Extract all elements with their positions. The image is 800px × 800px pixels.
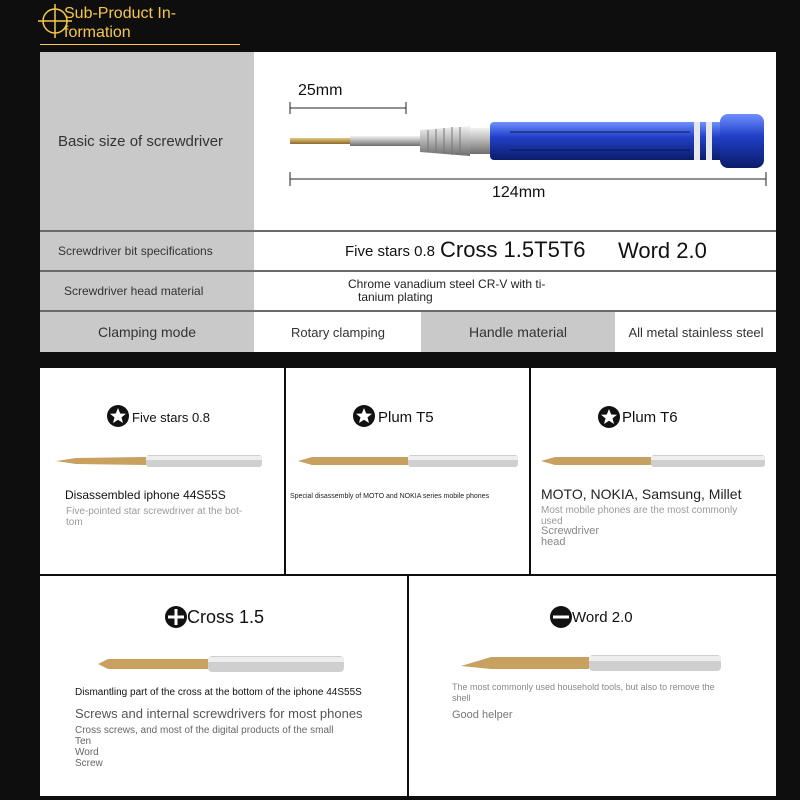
spec-table: [40, 52, 776, 352]
bit-note-line3: Screwdriver: [541, 525, 600, 537]
head-material-value-line1: Chrome vanadium steel CR-V with ti-: [348, 277, 546, 291]
head-material-label: Screwdriver head material: [40, 272, 254, 310]
dimension-total-label: 124mm: [492, 184, 546, 201]
handle-material-label: Handle material: [421, 312, 615, 352]
bit-title: Word 2.0: [572, 609, 633, 626]
bit-description-line2: shell: [452, 693, 471, 703]
bit-image: [461, 652, 725, 674]
bit-description: MOTO, NOKIA, Samsung, Millet: [541, 486, 742, 502]
bit-title: Plum T6: [622, 409, 678, 426]
bit-image: [298, 452, 522, 470]
head-material-value-line2: tanium plating: [358, 290, 433, 304]
slot-icon: [549, 605, 573, 629]
title-divider: [40, 44, 240, 45]
bit-note-extra: [541, 526, 599, 548]
bit-note-line1: Most mobile phones are the most commonly: [541, 505, 738, 516]
clamping-value: Rotary clamping: [291, 324, 385, 340]
bit-spec-value-2: Cross 1.5T5T6: [440, 237, 586, 262]
bit-note-line2: tom: [66, 517, 83, 528]
handle-material-value: All metal stainless steel: [628, 324, 764, 340]
bit-note: [75, 725, 333, 769]
plum-icon: [597, 405, 621, 429]
bit-title: Plum T5: [378, 409, 434, 426]
bit-card-word: [409, 576, 776, 796]
bit-card-plum-t6: [531, 368, 776, 574]
bit-image: [56, 452, 266, 470]
bit-description: Dismantling part of the cross at the bottom of the iphone 44S55S: [75, 687, 362, 698]
bit-note-line2: Ten: [75, 736, 92, 747]
bit-card-five-stars: [40, 368, 284, 574]
head-material-value: [348, 278, 545, 304]
bit-description-2: Good helper: [452, 709, 513, 721]
star-icon: [106, 404, 130, 428]
bit-title: Cross 1.5: [187, 607, 265, 627]
bit-title: Five stars 0.8: [132, 410, 211, 425]
section-title-line2: formation: [64, 24, 131, 41]
bit-description-line1: The most commonly used household tools, but also to remove the: [452, 682, 715, 692]
bit-spec-value-1: Five stars 0.8: [345, 243, 436, 260]
bit-image: [98, 653, 348, 675]
bit-note-line3: Word: [75, 747, 99, 758]
dimension-tip-label: 25mm: [298, 82, 343, 99]
bit-note: [541, 505, 737, 527]
bit-image: [541, 452, 769, 470]
bit-note-line4: Screw: [75, 758, 103, 769]
bit-card-cross: [40, 576, 407, 796]
section-title: [64, 4, 176, 42]
clamping-label: Clamping mode: [40, 312, 254, 352]
bit-card-plum-t5: [286, 368, 529, 574]
basic-size-label: Basic size of screwdriver: [40, 52, 254, 230]
bit-spec-value-3: Word 2.0: [618, 238, 707, 263]
cross-icon: [164, 605, 188, 629]
bit-description: [452, 682, 715, 704]
bit-description: Special disassembly of MOTO and NOKIA series mobile phones: [290, 493, 490, 500]
bit-note-line1: Cross screws, and most of the digital products of the small: [75, 725, 334, 736]
bit-note: [66, 506, 242, 528]
bit-spec-label: Screwdriver bit specifications: [40, 232, 254, 270]
plum-icon: [352, 404, 376, 428]
bit-note-line4: head: [541, 536, 566, 548]
bit-description: Disassembled iphone 44S55S: [65, 488, 226, 502]
bit-note-line1: Five-pointed star screwdriver at the bot-: [66, 506, 243, 517]
section-title-line1: Sub-Product In-: [64, 5, 177, 22]
bit-description-2: Screws and internal screwdrivers for most phones: [75, 706, 363, 721]
bit-note-line2: used: [541, 516, 563, 527]
